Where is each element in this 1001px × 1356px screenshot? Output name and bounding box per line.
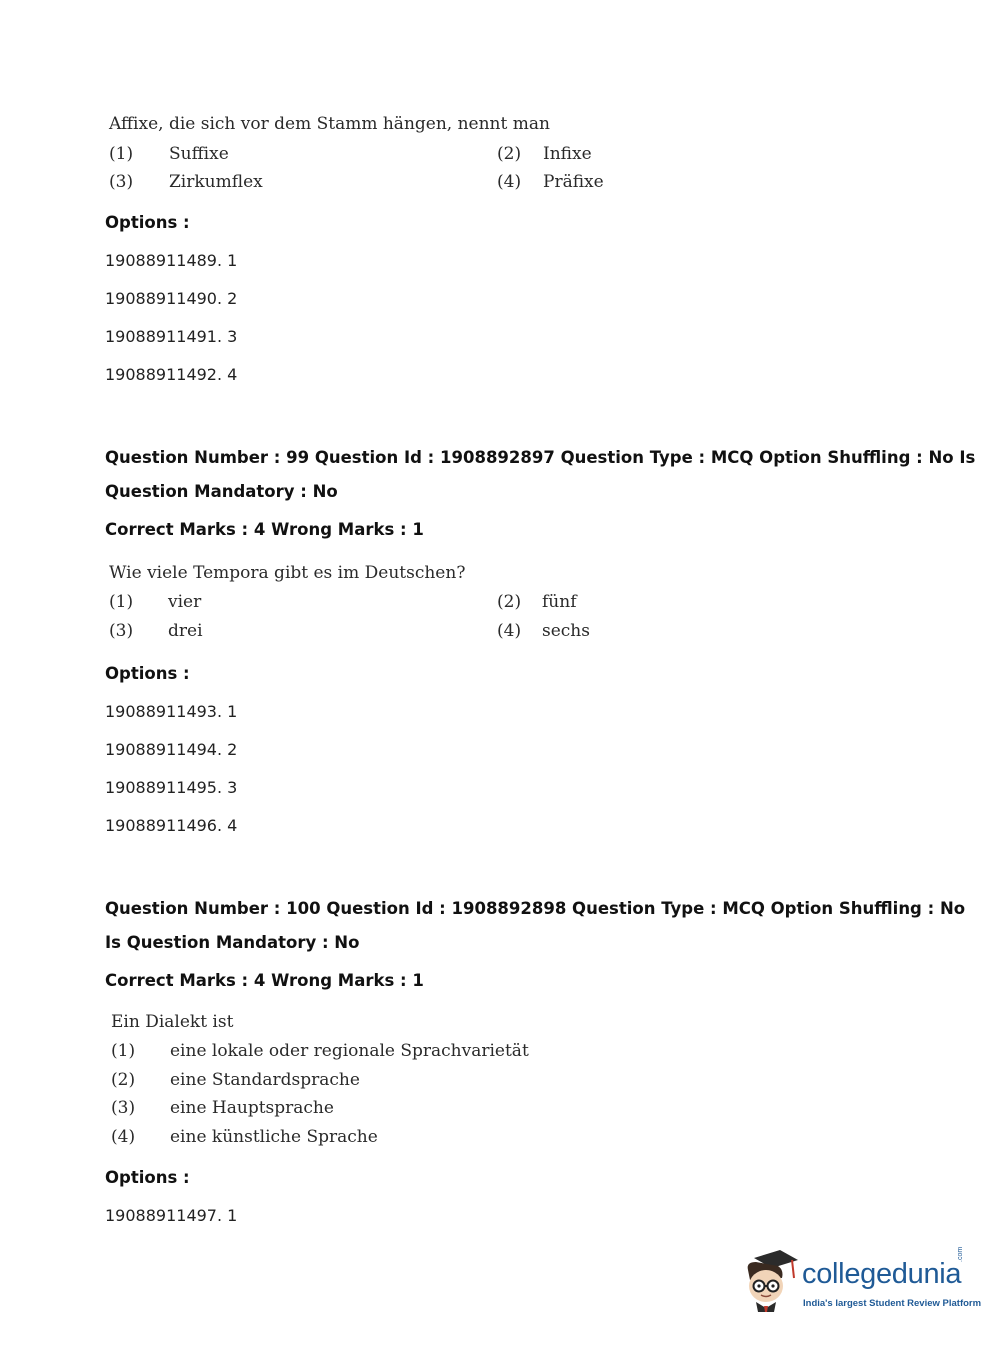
q98-choice-num: (4) xyxy=(497,172,522,192)
question-98-stem: Affixe, die sich vor dem Stamm hängen, nennt man xyxy=(109,114,550,134)
question-99-marks: Correct Marks : 4 Wrong Marks : 1 xyxy=(105,520,424,539)
question-100-header-cont: Is Question Mandatory : No xyxy=(105,933,360,952)
option-id: 19088911497. 1 xyxy=(105,1206,238,1225)
logo-wordmark: collegedunia xyxy=(802,1258,962,1290)
q100-choice-text: eine Hauptsprache xyxy=(170,1098,334,1118)
q99-choice-num: (3) xyxy=(109,621,134,641)
q100-choice-num: (1) xyxy=(111,1041,136,1061)
q99-choice-text: drei xyxy=(168,621,203,641)
q100-choice-num: (3) xyxy=(111,1098,136,1118)
q100-choice-text: eine Standardsprache xyxy=(170,1070,360,1090)
q99-choice-num: (2) xyxy=(497,592,522,612)
option-id: 19088911496. 4 xyxy=(105,816,238,835)
question-99-header: Question Number : 99 Question Id : 1908892897 Question Type : MCQ Option Shuffling : No Is xyxy=(105,448,976,467)
options-label: Options : xyxy=(105,213,190,232)
question-99-header-cont: Question Mandatory : No xyxy=(105,482,338,501)
question-99-stem: Wie viele Tempora gibt es im Deutschen? xyxy=(109,563,466,583)
option-id: 19088911491. 3 xyxy=(105,327,238,346)
options-label: Options : xyxy=(105,664,190,683)
q98-choice-num: (2) xyxy=(497,144,522,164)
q99-choice-num: (4) xyxy=(497,621,522,641)
option-id: 19088911494. 2 xyxy=(105,740,238,759)
q100-choice-text: eine lokale oder regionale Sprachvarietät xyxy=(170,1041,529,1061)
q100-choice-text: eine künstliche Sprache xyxy=(170,1127,378,1147)
logo-domain-suffix: .com xyxy=(957,1246,964,1262)
q99-choice-text: sechs xyxy=(542,621,590,641)
question-100-marks: Correct Marks : 4 Wrong Marks : 1 xyxy=(105,971,424,990)
q98-choice-text: Zirkumflex xyxy=(169,172,263,192)
options-label: Options : xyxy=(105,1168,190,1187)
option-id: 19088911495. 3 xyxy=(105,778,238,797)
question-100-header: Question Number : 100 Question Id : 1908892898 Question Type : MCQ Option Shuffling : No xyxy=(105,899,966,918)
graduate-mascot-icon xyxy=(740,1248,802,1314)
q98-choice-text: Suffixe xyxy=(169,144,229,164)
q98-choice-text: Präfixe xyxy=(543,172,604,192)
option-id: 19088911493. 1 xyxy=(105,702,238,721)
q100-choice-num: (4) xyxy=(111,1127,136,1147)
option-id: 19088911490. 2 xyxy=(105,289,238,308)
collegedunia-logo xyxy=(740,1246,982,1318)
question-100-stem: Ein Dialekt ist xyxy=(111,1012,234,1032)
option-id: 19088911492. 4 xyxy=(105,365,238,384)
q99-choice-text: fünf xyxy=(542,592,577,612)
option-id: 19088911489. 1 xyxy=(105,251,238,270)
q99-choice-text: vier xyxy=(168,592,202,612)
q98-choice-num: (3) xyxy=(109,172,134,192)
q100-choice-num: (2) xyxy=(111,1070,136,1090)
q98-choice-num: (1) xyxy=(109,144,134,164)
logo-tagline: India's largest Student Review Platform xyxy=(803,1298,982,1309)
q98-choice-text: Infixe xyxy=(543,144,592,164)
q99-choice-num: (1) xyxy=(109,592,134,612)
